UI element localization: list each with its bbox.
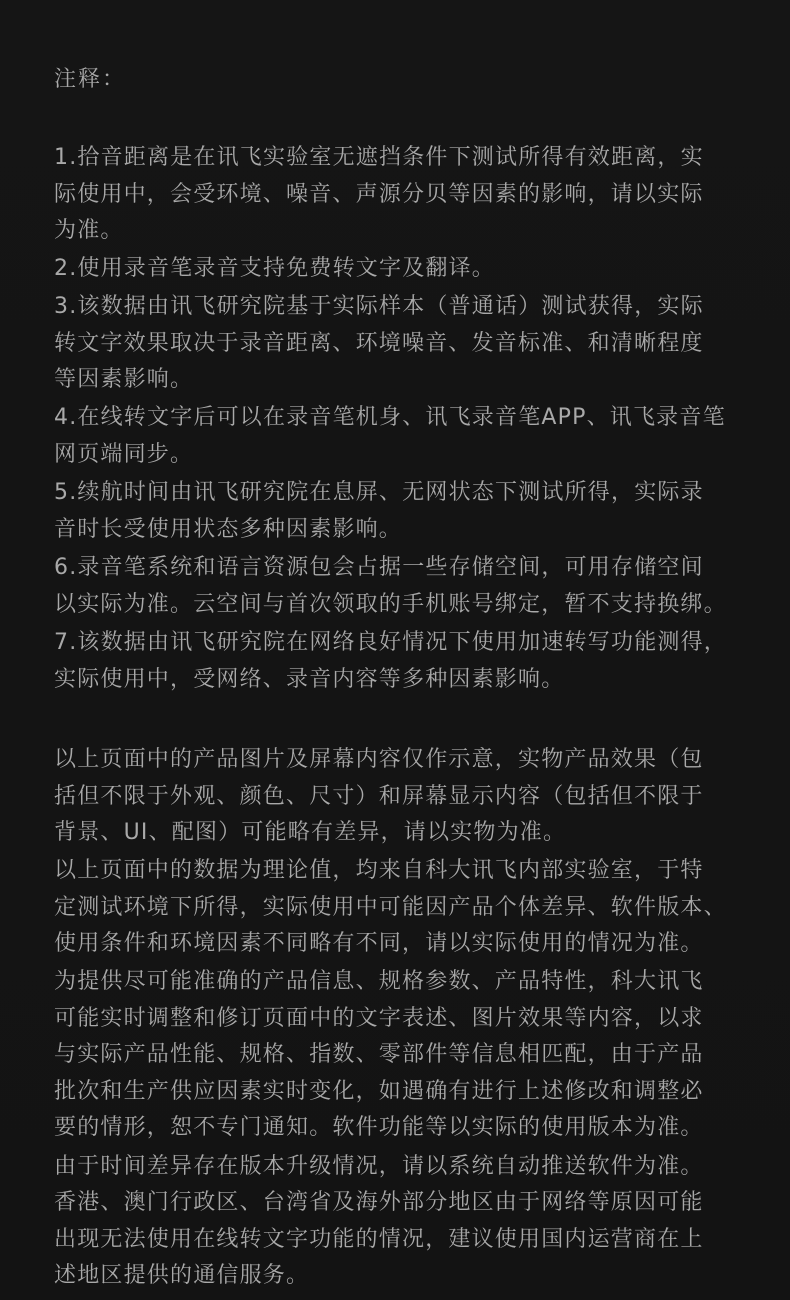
note-item-3: 3.该数据由讯飞研究院基于实际样本（普通话）测试获得，实际 转文字效果取决于录音距离、环境噪音、发音标准、和清晰程度 等因素影响。 (54, 294, 704, 392)
note-item-1: 1.拾音距离是在讯飞实验室无遮挡条件下测试所得有效距离，实 际使用中，会受环境、噪音、声源分贝等因素的影响，请以实际 为准。 (54, 145, 704, 243)
note-item-2: 2.使用录音笔录音支持免费转文字及翻译。 (54, 256, 495, 281)
disclaimer-paragraph-4: 由于时间差异存在版本升级情况，请以系统自动推送软件为准。 (54, 1154, 704, 1179)
note-item-7: 7.该数据由讯飞研究院在网络良好情况下使用加速转写功能测得， 实际使用中，受网络、录音内容等多种因素影响。 (54, 630, 727, 692)
disclaimer-paragraph-2: 以上页面中的数据为理论值，均来自科大讯飞内部实验室，于特 定测试环境下所得，实际使用中可能因产品个体差异、软件版本、 使用条件和环境因素不同略有不同，请以实际使用的情况为准。 (54, 858, 727, 956)
note-item-4: 4.在线转文字后可以在录音笔机身、讯飞录音笔APP、讯飞录音笔 网页端同步。 (54, 405, 726, 467)
disclaimer-paragraph-5: 香港、澳门行政区、台湾省及海外部分地区由于网络等原因可能 出现无法使用在线转文字功能的情况，建议使用国内运营商在上 述地区提供的通信服务。 (54, 1190, 704, 1288)
note-item-5: 5.续航时间由讯飞研究院在息屏、无网状态下测试所得，实际录 音时长受使用状态多种因素影响。 (54, 480, 704, 542)
note-item-6: 6.录音笔系统和语言资源包会占据一些存储空间，可用存储空间 以实际为准。云空间与首次领取的手机账号绑定，暂不支持换绑。 (54, 555, 727, 617)
notes-title: 注释： (54, 67, 127, 92)
disclaimer-paragraph-3: 为提供尽可能准确的产品信息、规格参数、产品特性，科大讯飞 可能实时调整和修订页面中的文字表述、图片效果等内容，以求 与实际产品性能、规格、指数、零部件等信息相匹配，由于产品 批次和生产供应因素实时变化，如遇确有进行上述修改和调整必 要的情形，恕不专门通知。软件功能等以实际的使用版本为准。 (54, 969, 704, 1140)
disclaimer-paragraph-1: 以上页面中的产品图片及屏幕内容仅作示意，实物产品效果（包 括但不限于外观、颜色、尺寸）和屏幕显示内容（包括但不限于 背景、UI、配图）可能略有差异，请以实物为准。 (54, 747, 704, 845)
